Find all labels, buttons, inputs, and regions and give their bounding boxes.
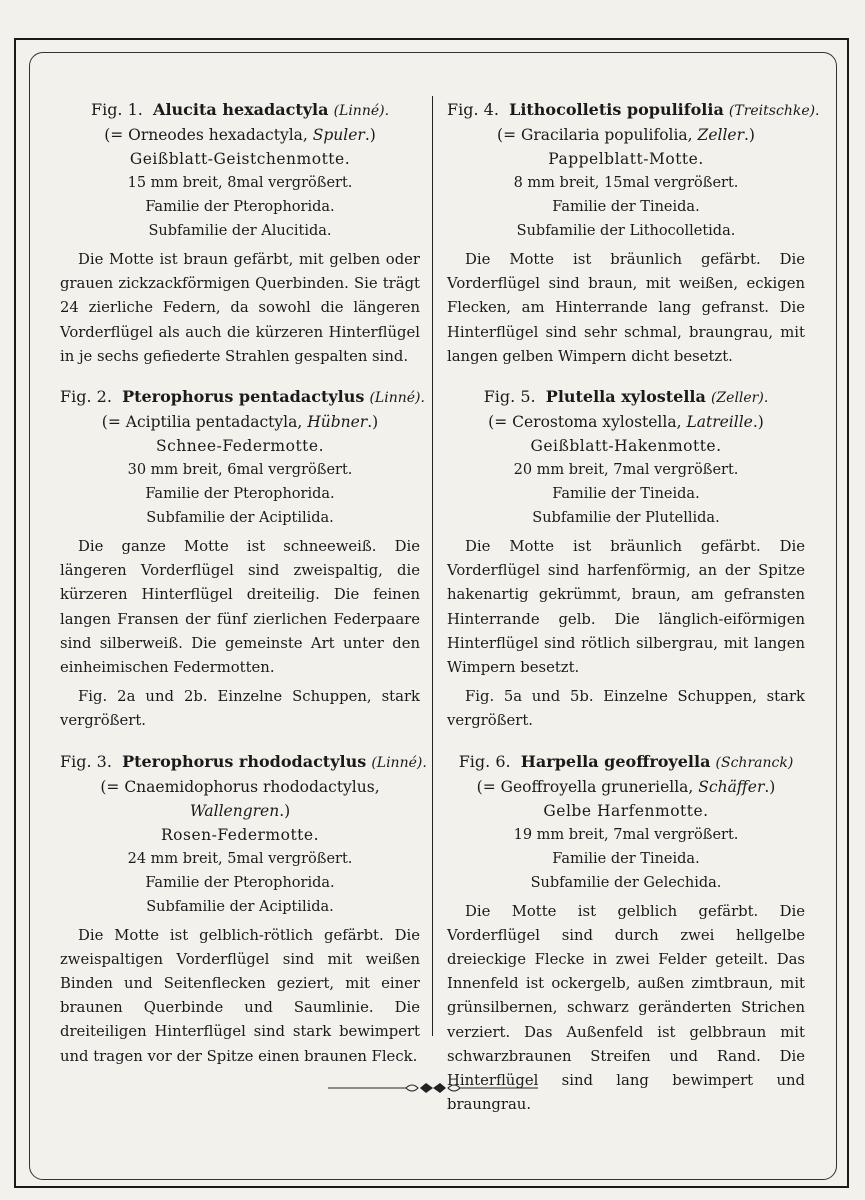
- common-name: Rosen-Federmotte.: [160, 825, 320, 844]
- description: Die Motte ist gelblich gefärbt. Die Vorderflügel sind durch zwei hellgelbe dreieckige Flecke in zwei Felder geteilt. Das Innenfeld ist ockergelb, außen zimtbraun, mit grünsilbernen, schwarz geränderten Strichen verziert. Das Außenfeld ist gelbbraun mit schwarzbraunen Streifen und Rand. Die Hinterflügel sind lang bewimpert und braungrau.: [447, 902, 805, 1114]
- family-line: Familie der Pterophorida.: [145, 486, 335, 503]
- common-name: Schnee-Federmotte.: [155, 437, 325, 456]
- subfamily-line: Subfamilie der Lithocolletida.: [516, 223, 736, 239]
- entry-fig-2: [60, 385, 425, 734]
- subfamily-line: Subfamilie der Aciptilida.: [146, 898, 334, 915]
- synonym-text: (= Geoffroyella gruneriella,: [476, 777, 699, 796]
- synonym-text: (= Cerostoma xylostella,: [488, 413, 687, 432]
- synonym-author: Latreille: [686, 413, 753, 432]
- species-name: Pterophorus pentadactylus: [122, 387, 365, 407]
- left-column: [60, 98, 427, 1085]
- description: Die Motte ist bräunlich gefärbt. Die Vorderflügel sind harfenförmig, an der Spitze hakenartig gekrümmt, braun, am gefransten Hinterrande gelb. Die länglich-eiförmigen Hinterflügel sind rötlich silbergrau, mit langen Wimpern besetzt.: [447, 538, 805, 677]
- size-line: 19 mm breit, 7mal vergrößert.: [513, 826, 739, 843]
- synonym-close: .): [752, 413, 764, 432]
- synonym-line: [60, 410, 420, 434]
- entry-title: [447, 385, 805, 410]
- fig-number: Fig. 6.: [458, 751, 511, 771]
- synonym-author: Spuler: [312, 126, 365, 144]
- author-name: (Linné).: [333, 103, 390, 119]
- size-line: 30 mm breit, 6mal vergrößert.: [127, 462, 353, 479]
- common-name: Geißblatt-Hakenmotte.: [530, 437, 722, 456]
- subfamily-line: Subfamilie der Alucitida.: [148, 223, 332, 239]
- family-line: Familie der Tineida.: [552, 486, 700, 503]
- synonym-line: [60, 123, 420, 147]
- synonym-author: Zeller: [697, 126, 744, 144]
- synonym-author: Hübner: [307, 413, 368, 432]
- subfamily-line: Subfamilie der Plutellida.: [532, 510, 720, 527]
- entry-title: [447, 750, 805, 775]
- synonym-text: (= Orneodes hexadactyla,: [104, 126, 313, 144]
- family-line: Familie der Tineida.: [552, 199, 700, 215]
- size-line: 15 mm breit, 8mal vergrößert.: [127, 175, 353, 191]
- synonym-close: .): [367, 413, 379, 432]
- synonym-author: Schäffer: [698, 777, 765, 796]
- species-name: Plutella xylostella: [545, 387, 706, 407]
- synonym-author: Wallengren: [189, 801, 280, 820]
- synonym-close: .): [364, 126, 376, 144]
- decorative-ornament-icon: [328, 1081, 538, 1095]
- species-name: Alucita hexadactyla: [153, 100, 329, 119]
- entry-fig-4: [447, 98, 820, 369]
- column-divider: [432, 96, 433, 1036]
- species-name: Harpella geoffroyella: [520, 751, 711, 771]
- synonym-close: .): [764, 777, 776, 796]
- description: Die Motte ist bräunlich gefärbt. Die Vorderflügel sind braun, mit weißen, eckigen Flecken, am Hinterrande lang gefranst. Die Hinterflügel sind sehr schmal, braungrau, mit langen gelben Wimpern dicht besetzt.: [447, 251, 805, 365]
- fig-number: Fig. 2.: [60, 387, 112, 407]
- subfamily-line: Subfamilie der Aciptilida.: [146, 510, 334, 527]
- synonym-author-line: [60, 799, 420, 823]
- species-name: Lithocolletis populifolia: [509, 100, 724, 119]
- fig-number: Fig. 4.: [447, 100, 499, 119]
- fig-number: Fig. 3.: [60, 751, 112, 771]
- entry-fig-3: [60, 750, 427, 1069]
- size-line: 20 mm breit, 7mal vergrößert.: [513, 462, 739, 479]
- species-name: Pterophorus rhododactylus: [122, 751, 367, 771]
- synonym-line: [447, 410, 805, 434]
- family-line: Familie der Pterophorida.: [145, 199, 335, 215]
- entry-fig-6: [447, 750, 805, 1118]
- entry-fig-5: [447, 385, 805, 734]
- size-line: 24 mm breit, 5mal vergrößert.: [127, 850, 353, 867]
- author-name: (Treitschke).: [728, 103, 820, 119]
- author-name: (Linné).: [371, 754, 427, 771]
- synonym-text: (= Gracilaria populifolia,: [497, 126, 698, 144]
- synonym-text: (= Aciptilia pentadactyla,: [101, 413, 308, 432]
- entry-fig-1: [60, 98, 420, 369]
- entry-title: [60, 98, 420, 123]
- family-line: Familie der Tineida.: [552, 850, 700, 867]
- entry-title: [60, 750, 427, 775]
- description: Die ganze Motte ist schneeweiß. Die längeren Vorderflügel sind zweispaltig, die kürzeren Hinterflügel dreiteilig. Die feinen langen Fransen der fünf zierlichen Federpaare sind silberweiß. Die gemeinste Art unter den einheimischen Federmotten.: [60, 538, 420, 677]
- synonym-close: .): [279, 801, 291, 820]
- figure-note: Fig. 5a und 5b. Einzelne Schuppen, stark vergrößert.: [447, 688, 805, 730]
- fig-number: Fig. 5.: [483, 387, 536, 407]
- synonym-line: [447, 123, 805, 147]
- description: Die Motte ist gelblich-rötlich gefärbt. Die zweispaltigen Vorderflügel sind mit weißen Binden und Seitenflecken geziert, mit einer braunen Querbinde und Saumlinie. Die dreiteiligen Hinterflügel sind stark bewimpert und tragen vor der Spitze einen braunen Fleck.: [60, 926, 420, 1065]
- subfamily-line: Subfamilie der Gelechida.: [530, 874, 722, 891]
- common-name: Geißblatt-Geistchenmotte.: [129, 150, 351, 168]
- synonym-line: (= Cnaemidophorus rhododactylus,: [100, 777, 380, 796]
- family-line: Familie der Pterophorida.: [145, 874, 335, 891]
- figure-note: Fig. 2a und 2b. Einzelne Schuppen, stark vergrößert.: [60, 688, 420, 730]
- common-name: Gelbe Harfenmotte.: [543, 801, 709, 820]
- entry-title: [447, 98, 820, 123]
- synonym-line: [447, 775, 805, 799]
- right-column: [447, 98, 820, 1133]
- author-name: (Linné).: [369, 390, 425, 407]
- fig-number: Fig. 1.: [90, 100, 143, 119]
- synonym-close: .): [744, 126, 755, 144]
- common-name: Pappelblatt-Motte.: [548, 150, 704, 168]
- size-line: 8 mm breit, 15mal vergrößert.: [513, 175, 739, 191]
- description: Die Motte ist braun gefärbt, mit gelben oder grauen zickzackförmigen Querbinden. Sie trägt 24 zierliche Federn, da sowohl die längeren Vorderflügel als auch die kürzeren Hinterflügel in je sechs gefiederte Strahlen gespalten sind.: [60, 251, 420, 365]
- entry-title: [60, 385, 425, 410]
- author-name: (Schranck): [715, 754, 794, 771]
- author-name: (Zeller).: [710, 390, 769, 407]
